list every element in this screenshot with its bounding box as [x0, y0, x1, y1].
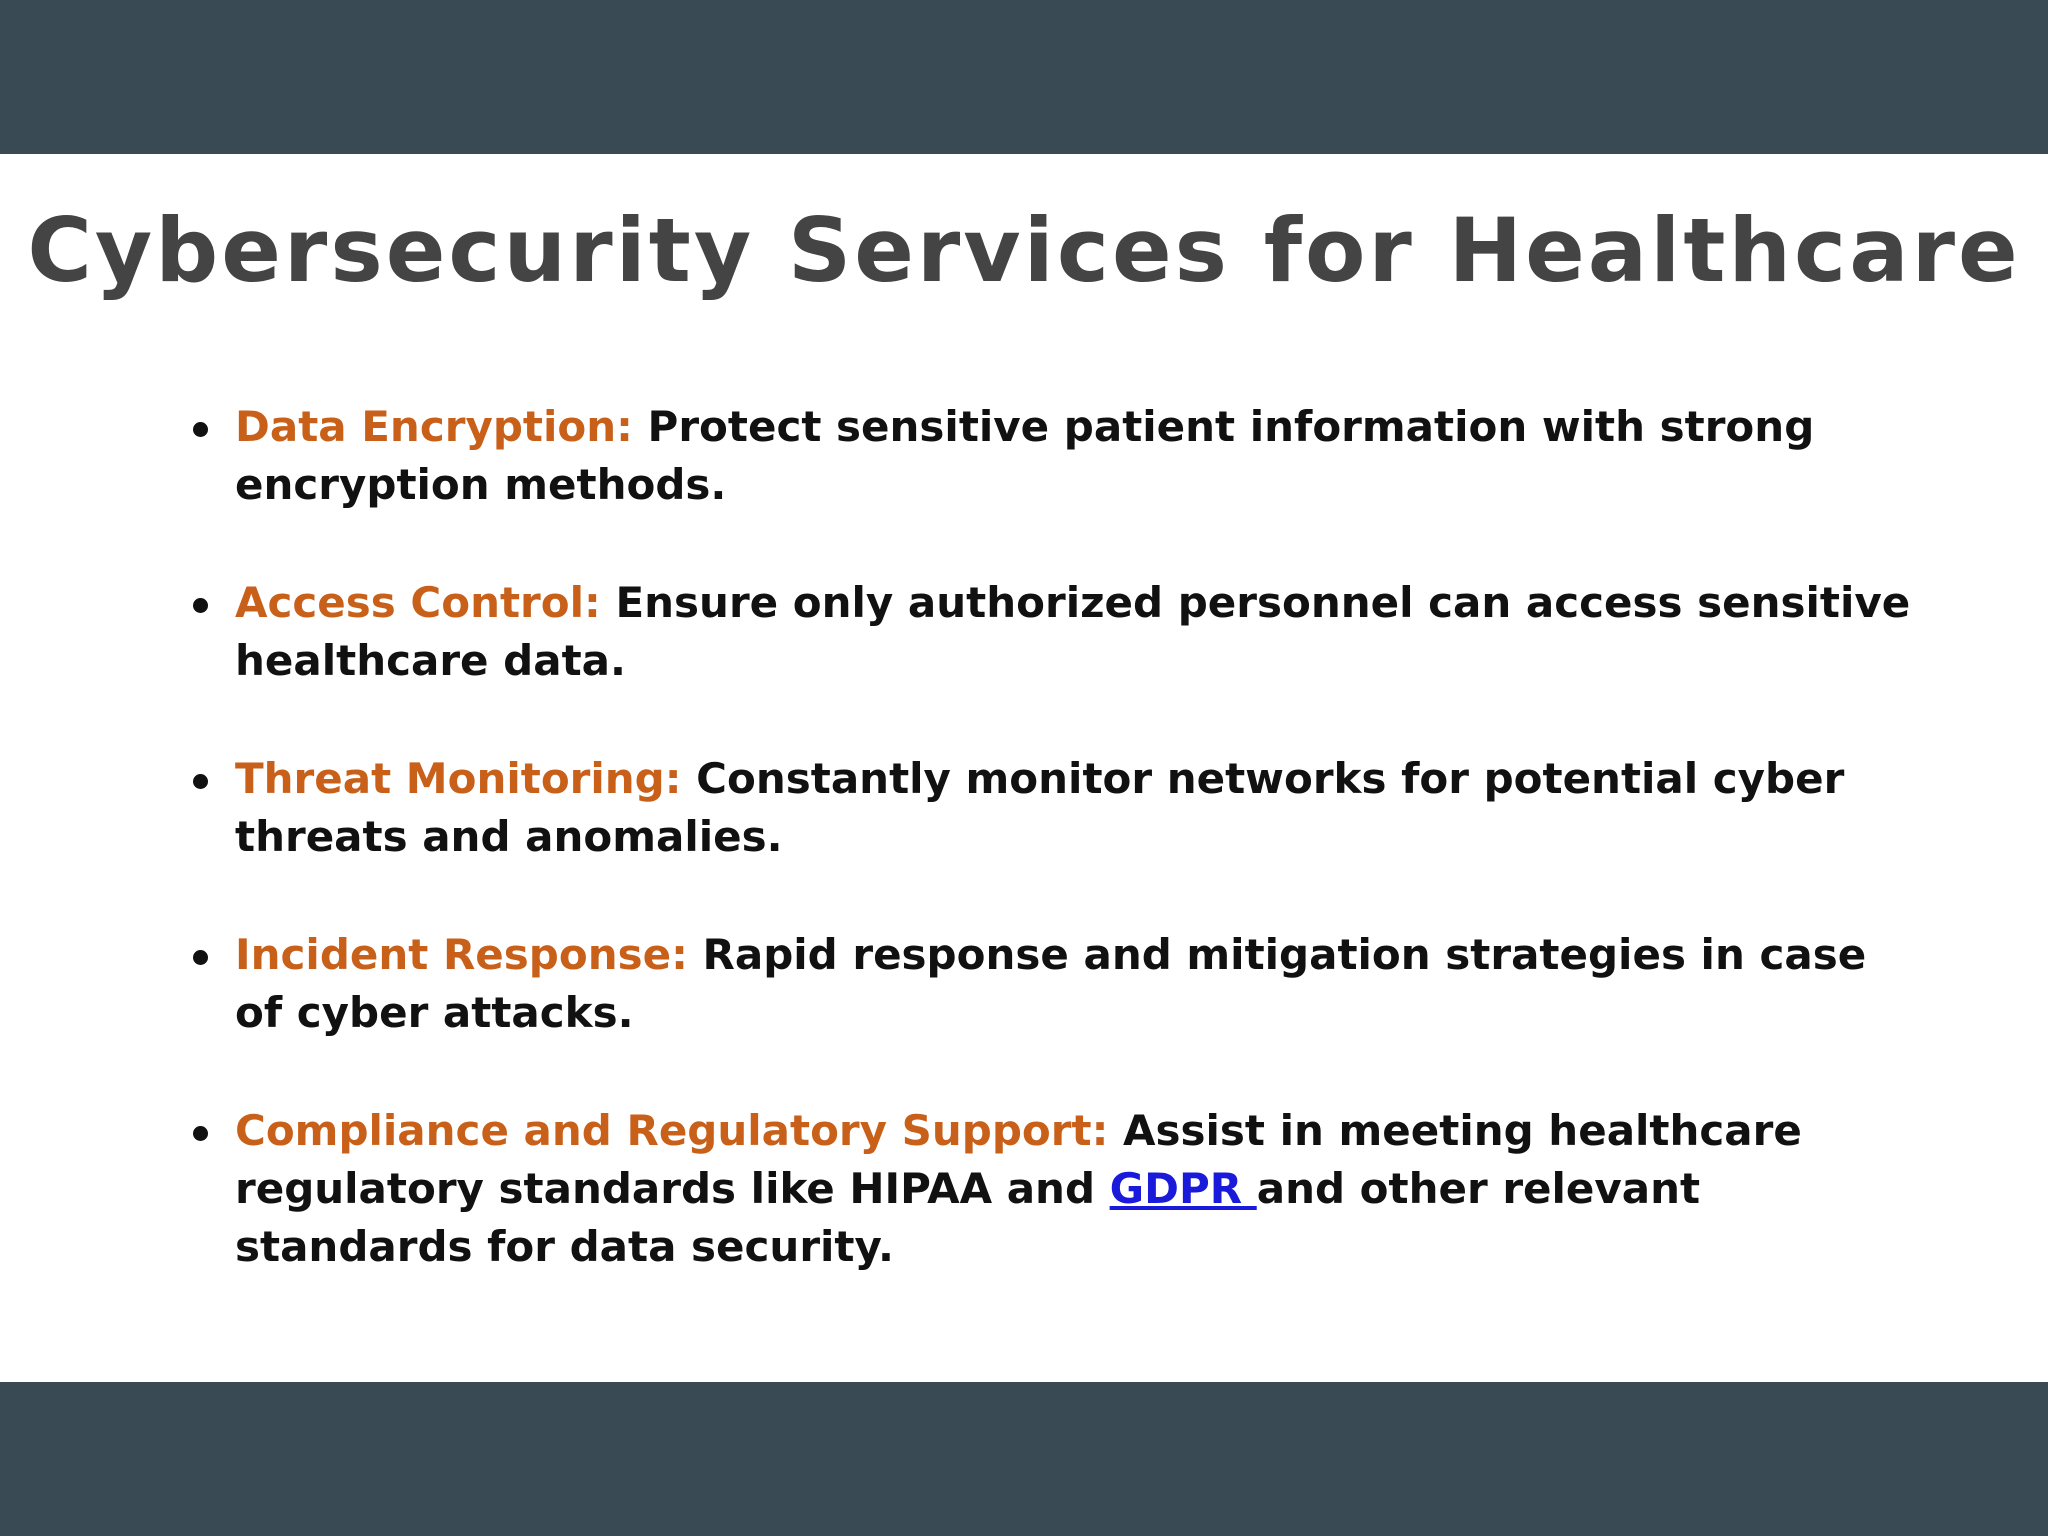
bullet-text: Assist in meeting healthcare regulatory standards like HIPAA and	[235, 1106, 1802, 1213]
bullet-term: Compliance and Regulatory Support:	[235, 1106, 1109, 1155]
bullet-item-incident-response	[235, 926, 1915, 1042]
bullet-text: and other relevant standards for data security.	[235, 1164, 1701, 1271]
header-bar	[0, 0, 2048, 154]
gdpr-link[interactable]: GDPR	[1109, 1164, 1257, 1213]
bullet-term: Threat Monitoring:	[235, 754, 682, 803]
bullet-dot-icon	[193, 950, 208, 965]
bullet-dot-icon	[193, 598, 208, 613]
bullet-item-data-encryption	[235, 398, 1915, 514]
bullet-dot-icon	[193, 422, 208, 437]
bullet-item-access-control	[235, 574, 1915, 690]
bullet-item-threat-monitoring	[235, 750, 1915, 866]
bullet-text: Constantly monitor networks for potential cyber threats and anomalies.	[235, 754, 1845, 861]
bullet-term: Access Control:	[235, 578, 601, 627]
footer-bar	[0, 1382, 2048, 1536]
slide-title: Cybersecurity Services for Healthcare	[27, 199, 2021, 302]
bullet-item-compliance	[235, 1102, 1915, 1276]
bullet-dot-icon	[193, 1126, 208, 1141]
bullet-text: Ensure only authorized personnel can access sensitive healthcare data.	[235, 578, 1911, 685]
bullet-term: Data Encryption:	[235, 402, 633, 451]
bullet-text: Rapid response and mitigation strategies in case of cyber attacks.	[235, 930, 1867, 1037]
bullet-term: Incident Response:	[235, 930, 688, 979]
bullet-dot-icon	[193, 774, 208, 789]
bullet-list	[235, 398, 1915, 1336]
bullet-text: Protect sensitive patient information with strong encryption methods.	[235, 402, 1815, 509]
